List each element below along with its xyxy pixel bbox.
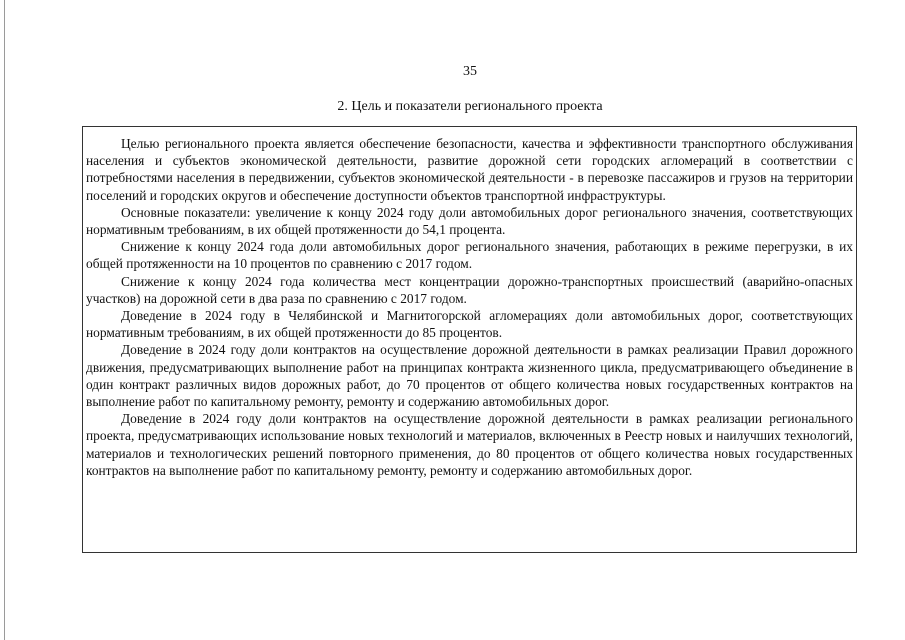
paragraph-lifecycle-contracts: Доведение в 2024 году доли контрактов на осуществление дорожной деятельности в рамках реализации Правил дорожного движения, предусматривающих выполнение работ на принципах контракта жизненного цикла, предусматривающего объединение в один контракт различных видов дорожных работ, до 70 процентов от общего количества новых государственных контрактов на выполнение работ по капитальному ремонту, ремонту и содержанию автомобильных дорог. (86, 342, 853, 410)
paragraph-new-technologies-contracts: Доведение в 2024 году доли контрактов на осуществление дорожной деятельности в рамках реализации регионального проекта, предусматривающих использование новых технологий и материалов, включенных в Реестр новых и наилучших технологий, материалов и технологических решений повторного применения, до 80 процентов от общего количества новых государственных контрактов на выполнение работ по капитальному ремонту, ремонту и содержанию автомобильных дорог. (86, 411, 853, 478)
paragraph-goal: Целью регионального проекта является обеспечение безопасности, качества и эффективности транспортного обслуживания населения и субъектов экономической деятельности, развитие дорожной сети городских агломераций в соответствии с потребностями населения в передвижении, субъектов экономической деятельности - в перевозке пассажиров и грузов на территории поселений и городских округов и обеспечение доступности объектов транспортной инфраструктуры. (86, 136, 853, 203)
paragraph-overload-reduction: Снижение к концу 2024 года доли автомобильных дорог регионального значения, работающих в режиме перегрузки, в их общей протяженности на 10 процентов по сравнению с 2017 годом. (86, 239, 853, 272)
page-edge-line (4, 0, 5, 640)
page-number: 35 (463, 64, 477, 79)
paragraph-accident-sites-reduction: Снижение к концу 2024 года количества мест концентрации дорожно-транспортных происшествий (аварийно-опасных участков) на дорожной сети в два раза по сравнению с 2017 годом. (86, 273, 853, 306)
paragraph-main-indicators: Основные показатели: увеличение к концу 2024 году доли автомобильных дорог регионального значения, соответствующих нормативным требованиям, в их общей протяженности до 54,1 процента. (86, 204, 853, 238)
section-title: 2. Цель и показатели регионального проекта (337, 99, 603, 114)
content-frame (82, 126, 857, 553)
paragraph-agglomeration-roads: Доведение в 2024 году в Челябинской и Магнитогорской агломерациях доли автомобильных дорог, соответствующих нормативным требованиям, в их общей протяженности до 85 процентов. (86, 308, 853, 341)
